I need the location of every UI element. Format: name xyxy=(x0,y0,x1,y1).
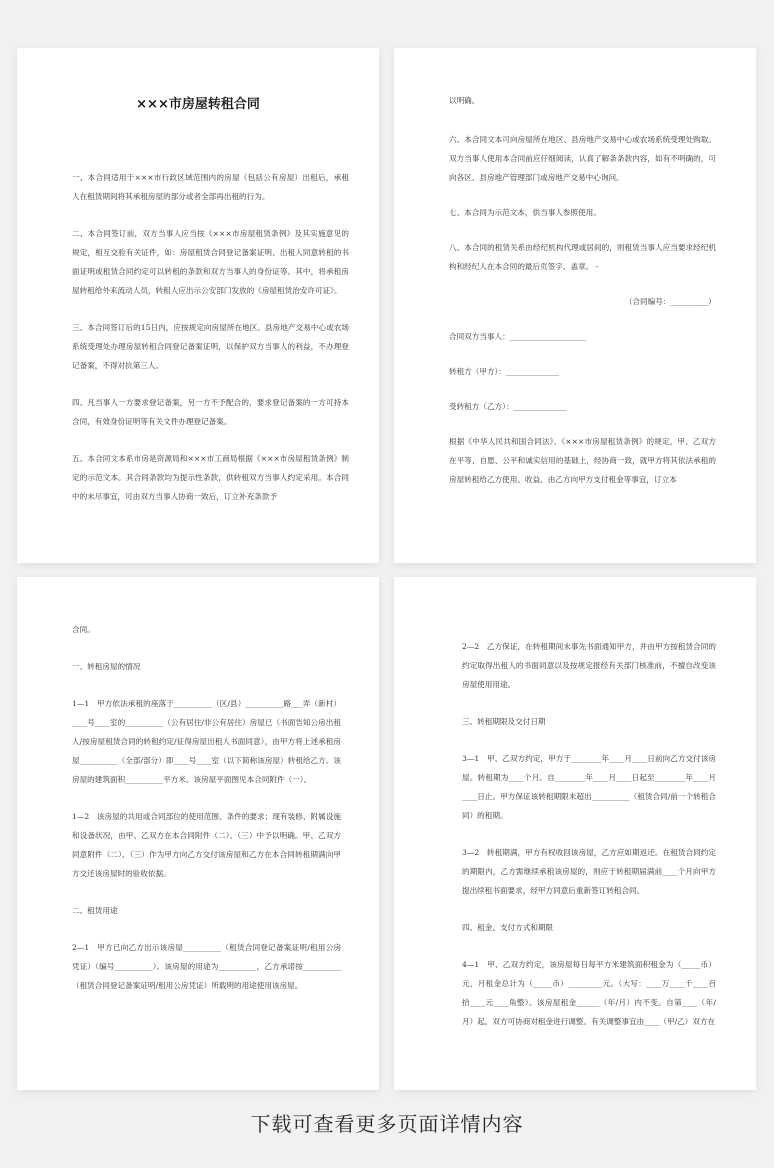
clause-4: 四、凡当事人一方要求登记备案，另一方不予配合的，要求登记备案的一方可持本合同，有效身份证明等有关文件办理登记备案。 xyxy=(72,398,349,426)
contract-number: （合同编号：__________） xyxy=(624,297,716,306)
article-3-2: 3—2 转租期满，甲方有权收回该房屋，乙方应如期返还。在租赁合同约定的期限内，乙方需继续承租该房屋的，则应于转租期届满前____个月向甲方提出续租书面要求，经甲方同意后重新签订转租合同。 xyxy=(462,848,716,895)
clause-2: 二、本合同签订前，双方当事人应当按《×××市房屋租赁条例》及其实施意见的规定，相互交验有关证件，如：房屋租赁合同登记备案证明、出租人同意转租的书面证明或租赁合同约定可以转租的条款和双方当事人的身份证等。其中，将承租房屋转租给外来流动人员，转租人应出示公安部门发放的《房屋租赁治安许可证》。 xyxy=(72,229,349,295)
clause-6: 六、本合同文本可向房屋所在地区、县房地产交易中心或农场系统受理处购取。双方当事人使用本合同前应仔细阅读，认真了解条条款内容，如有不明确的，可向各区、县房地产管理部门或房地产交易中心询问。 xyxy=(449,135,716,182)
contract-preamble: 根据《中华人民共和国合同法》、《×××市房屋租赁条例》的规定，甲、乙双方在平等、自愿、公平和诚实信用的基础上，经协商一致，就甲方将其依法承租的房屋转租给乙方使用、收益、由乙方向甲方支付租金等事宜，订立本 xyxy=(449,437,716,484)
clause-5-continued: 以明确。 xyxy=(449,96,480,105)
signature-party-a: 转租方（甲方）：______________ xyxy=(449,367,560,376)
article-3-1: 3—1 甲、乙双方约定，甲方于________年____月____日前向乙方交付该房屋。转租期为____个月。自________年____月____日起至________年____月____日止。甲方保证该转租期限未超出__________（租赁合同/前一个转租合同）的租期。 xyxy=(462,754,716,820)
clause-1: 一、本合同适用于×××市行政区域范围内的房屋（包括公有房屋）出租后，承租人在租赁期间将其承租房屋的部分或者全部再出租的行为。 xyxy=(72,173,349,201)
clause-7: 七、本合同为示范文本，供当事人参照使用。 xyxy=(449,208,601,217)
article-1-1: 1—1 甲方依法承租的座落于__________（区/县）__________路___弄（新村）____号____室的__________（公有居住/非公有居住）房屋已（书面告知公房出租人/按房屋租赁合同的转租约定/征得房屋出租人书面同意），由甲方将上述承租房屋__________（全部/部分）即____号____室（以下简称该房屋）转租给乙方。该房屋的建筑面积__________平方米。该房屋平面图见本合同附件（一）。 xyxy=(72,699,341,784)
article-2-2: 2—2 乙方保证，在转租期间未事先书面通知甲方，并由甲方按租赁合同的约定取得出租人的书面同意以及按规定报经有关部门核准前，不擅自改变该房屋使用用途。 xyxy=(462,642,716,689)
article-1-2: 1—2 该房屋的共用或合同部位的使用范围、条件的要求；现有装修、附属设施和设备状况，由甲、乙双方在本合同附件（二）、（三）中予以明确。甲、乙双方同意附件（二）、（三）作为甲方向乙方交付该房屋和乙方在本合同转租期满向甲方交还该房屋时的验收依据。 xyxy=(72,812,341,878)
page-4 xyxy=(394,577,756,1090)
clause-5: 五、本合同文本系市房是资源局和×××市工商局根据《×××市房屋租赁条例》制定的示范文本。其合同条款均为提示性条款，供转租双方当事人约定采用。本合同中的未尽事宜，可由双方当事人协商一致后，订立补充条款予 xyxy=(72,454,349,501)
download-more-caption: 下载可查看更多页面详情内容 xyxy=(250,1112,524,1136)
document-title: ×××市房屋转租合同 xyxy=(136,97,260,112)
section-3-heading: 三、转租期限及交付日期 xyxy=(462,717,546,726)
page-3 xyxy=(17,577,379,1090)
signature-parties: 合同双方当事人：____________________ xyxy=(449,332,586,341)
clause-3: 三、本合同签订后的15日内，应按规定向房屋所在地区、县房地产交易中心或农场系统受理处办理房屋转租合同登记备案证明，以保护双方当事人的利益，不办理登记备案，不得对抗第三人。 xyxy=(72,323,349,370)
signature-party-b: 受转租方（乙方）：______________ xyxy=(449,402,567,411)
article-4-1: 4—1 甲、乙双方约定，该房屋每日每平方米建筑面积租金为（_____币）元，月租金总计为（_____币）_________元。（大写：____万____千____百拾____元____角整）。该房屋租金______（年/月）内不变。自第____（年/月）起，双方可协商对租金进行调整。有关调整事宜由____（甲/乙）双方在 xyxy=(462,960,716,1026)
page-2 xyxy=(394,48,756,563)
section-2-heading: 二、租赁用途 xyxy=(72,906,118,915)
section-4-heading: 四、租金、支付方式和期限 xyxy=(462,923,554,932)
page-1 xyxy=(17,48,379,563)
preamble-end: 合同。 xyxy=(72,625,95,634)
section-1-heading: 一、转租房屋的情况 xyxy=(72,662,141,671)
article-2-1: 2—1 甲方已向乙方出示该房屋__________（租赁合同登记备案证明/租用公房凭证）（编号__________）。该房屋的用途为__________，乙方承诺按__________（租赁合同登记备案证明/租用公房凭证）所载明的用途使用该房屋。 xyxy=(72,943,341,990)
clause-8: 八、本合同的租赁关系由经纪机构代理或居间的，则租赁当事人应当要求经纪机构和经纪人在本合同的最后页签字、盖章。 - xyxy=(449,243,716,271)
